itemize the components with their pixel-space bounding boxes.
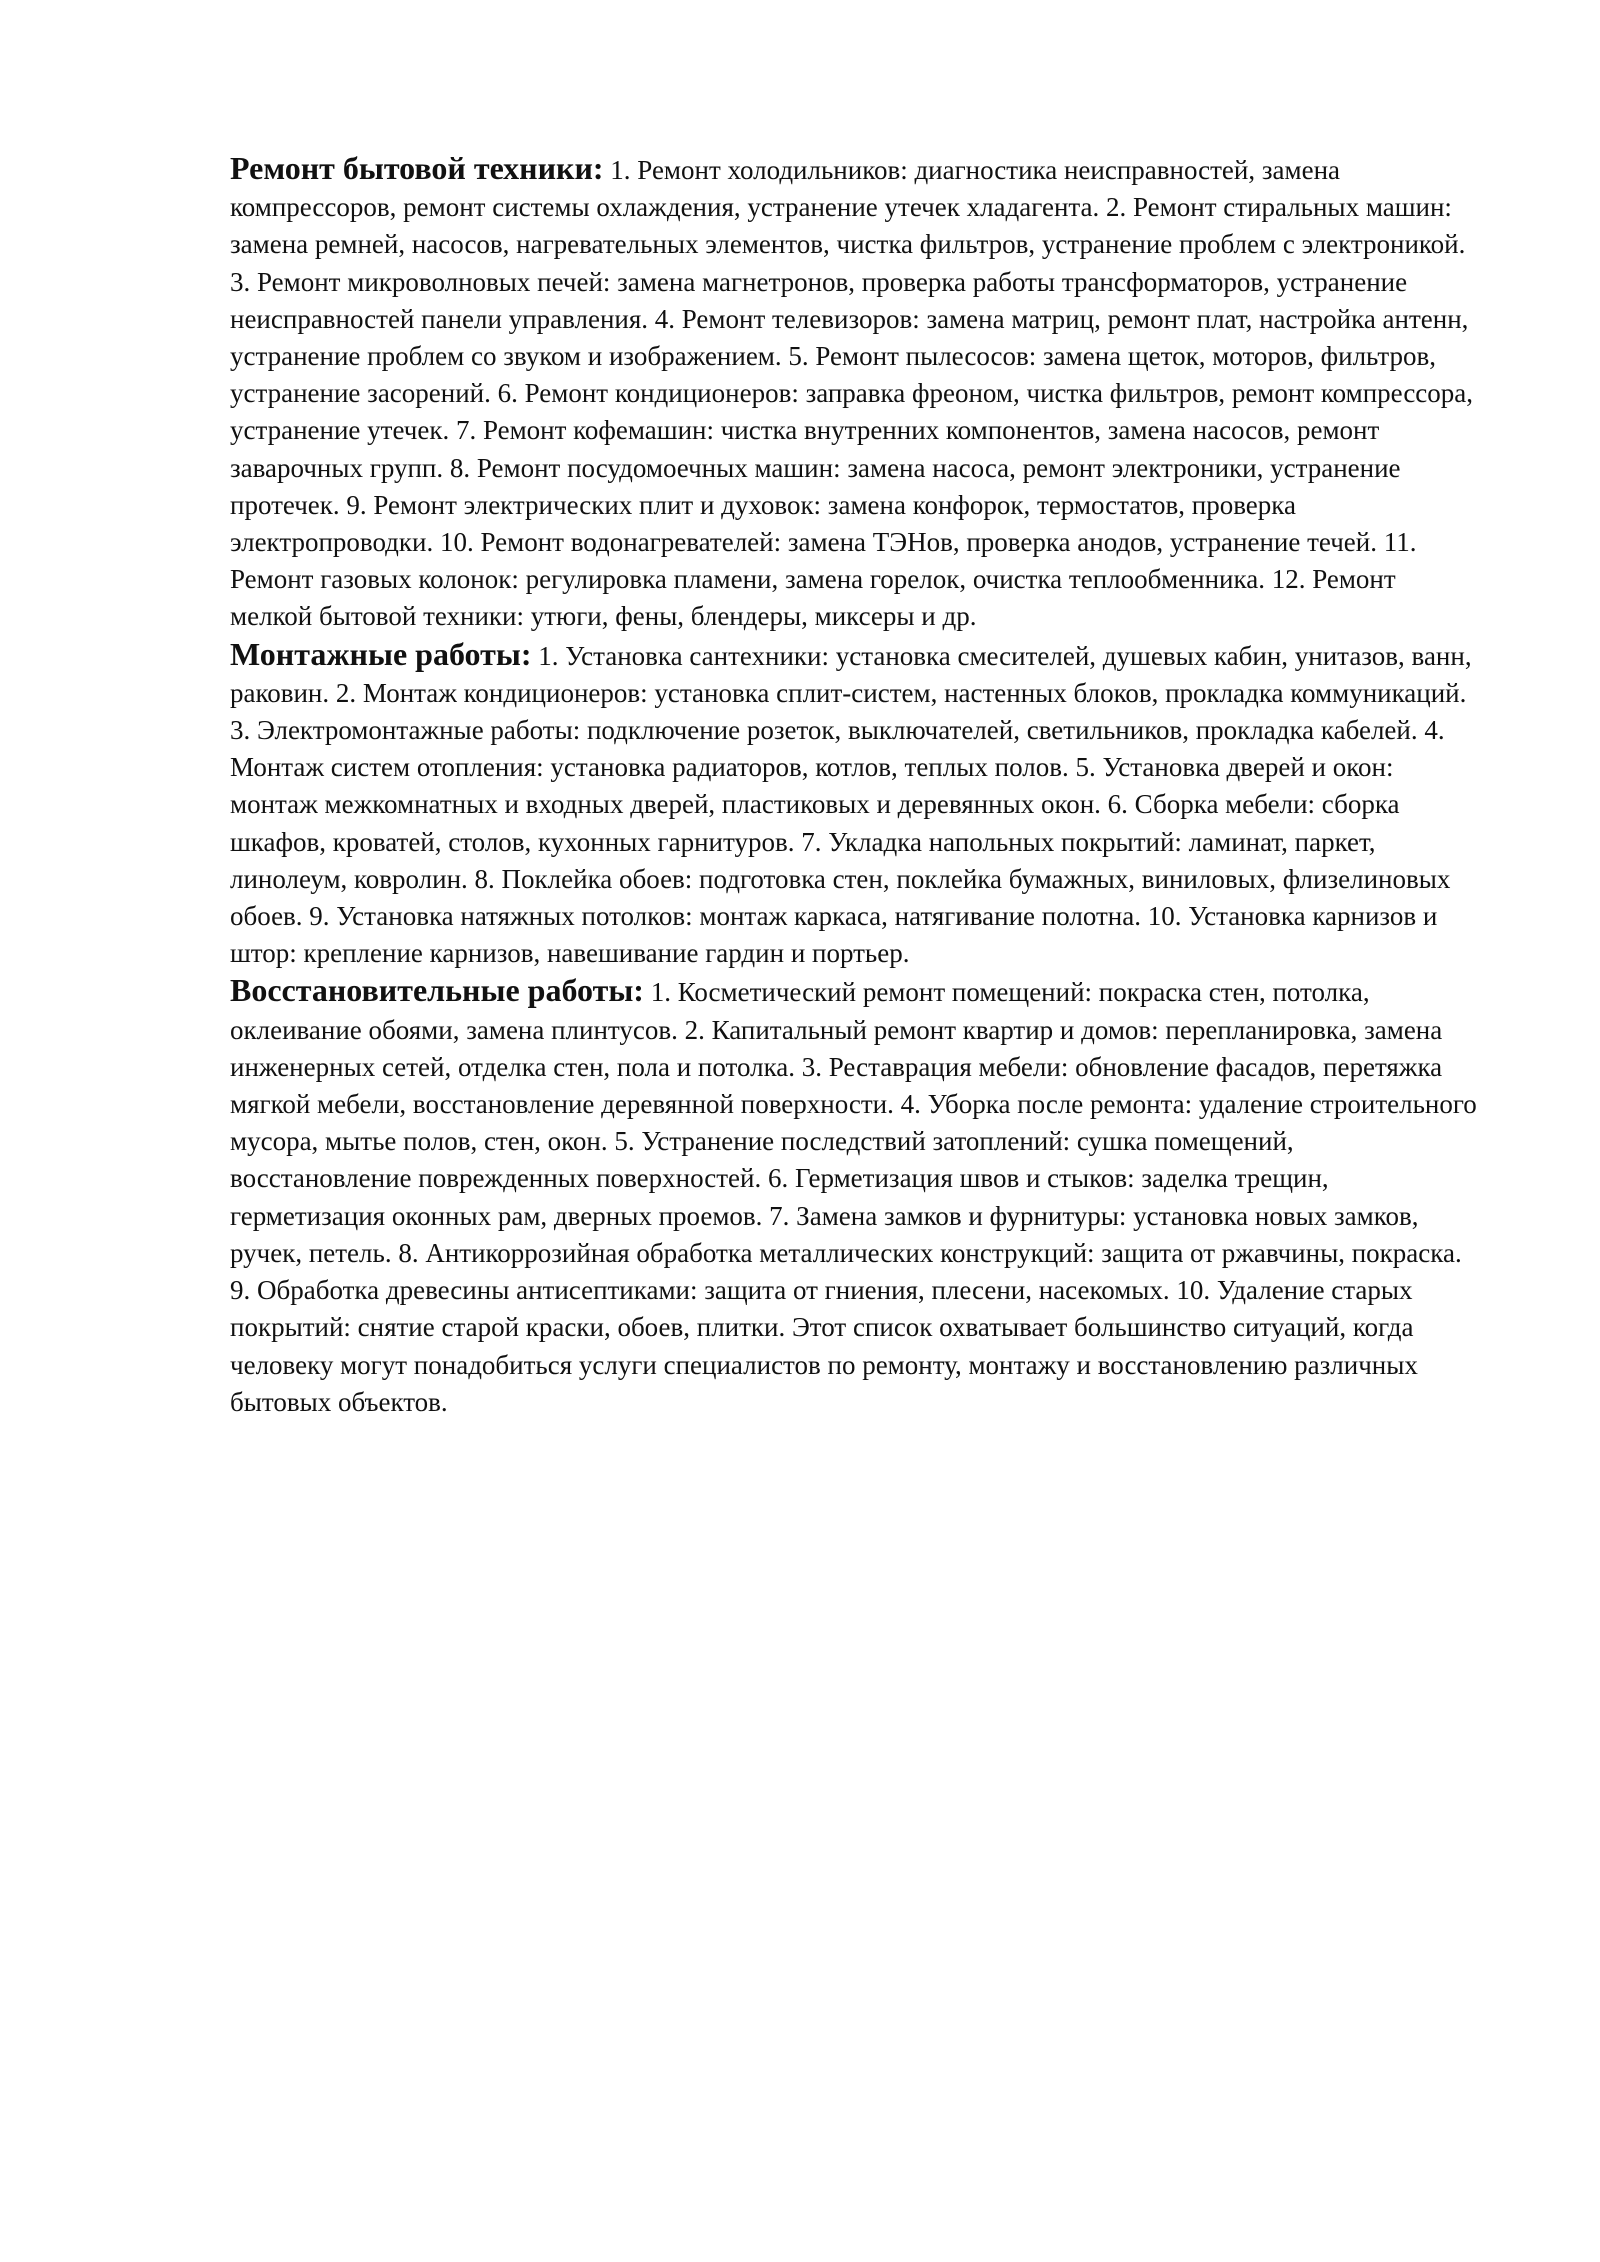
section-appliance-repair [230,150,1480,636]
section-text: 1. Косметический ремонт помещений: покраска стен, потолка, оклеивание обоями, замена плинтусов. 2. Капитальный ремонт квартир и домов: перепланировка, замена инженерных сетей, отделка стен, пола и потолка. 3. Реставрация мебели: обновление фасадов, перетяжка мягкой мебели, восстановление деревянной поверхности. 4. Уборка после ремонта: удаление строительного мусора, мытье полов, стен, окон. 5. Устранение последствий затоплений: сушка помещений, восстановление поврежденных поверхностей. 6. Герметизация швов и стыков: заделка трещин, герметизация оконных рам, дверных проемов. 7. Замена замков и фурнитуры: установка новых замков, ручек, петель. 8. Антикоррозийная обработка металлических конструкций: защита от ржавчины, покраска. 9. Обработка древесины антисептиками: защита от гниения, плесени, насекомых. 10. Удаление старых покрытий: снятие старой краски, обоев, плитки. Этот список охватывает большинство ситуаций, когда человеку могут понадобиться услуги специалистов по ремонту, монтажу и восстановлению различных бытовых объектов. [230,977,1477,1417]
document-body [230,150,1480,1421]
section-text: 1. Ремонт холодильников: диагностика неисправностей, замена компрессоров, ремонт системы охлаждения, устранение утечек хладагента. 2. Ремонт стиральных машин: замена ремней, насосов, нагревательных элементов, чистка фильтров, устранение проблем с электроникой. 3. Ремонт микроволновых печей: замена магнетронов, проверка работы трансформаторов, устранение неисправностей панели управления. 4. Ремонт телевизоров: замена матриц, ремонт плат, настройка антенн, устранение проблем со звуком и изображением. 5. Ремонт пылесосов: замена щеток, моторов, фильтров, устранение засорений. 6. Ремонт кондиционеров: заправка фреоном, чистка фильтров, ремонт компрессора, устранение утечек. 7. Ремонт кофемашин: чистка внутренних компонентов, замена насосов, ремонт заварочных групп. 8. Ремонт посудомоечных машин: замена насоса, ремонт электроники, устранение протечек. 9. Ремонт электрических плит и духовок: замена конфорок, термостатов, проверка электропроводки. 10. Ремонт водонагревателей: замена ТЭНов, проверка анодов, устранение течей. 11. Ремонт газовых колонок: регулировка пламени, замена горелок, очистка теплообменника. 12. Ремонт мелкой бытовой техники: утюги, фены, блендеры, миксеры и др. [230,155,1474,632]
section-heading: Восстановительные работы: [230,972,644,1009]
section-installation-works [230,636,1480,973]
section-text: 1. Установка сантехники: установка смесителей, душевых кабин, унитазов, ванн, раковин. 2. Монтаж кондиционеров: установка сплит-систем, настенных блоков, прокладка коммуникаций. 3. Электромонтажные работы: подключение розеток, выключателей, светильников, прокладка кабелей. 4. Монтаж систем отопления: установка радиаторов, котлов, теплых полов. 5. Установка дверей и окон: монтаж межкомнатных и входных дверей, пластиковых и деревянных окон. 6. Сборка мебели: сборка шкафов, кроватей, столов, кухонных гарнитуров. 7. Укладка напольных покрытий: ламинат, паркет, линолеум, ковролин. 8. Поклейка обоев: подготовка стен, поклейка бумажных, виниловых, флизелиновых обоев. 9. Установка натяжных потолков: монтаж каркаса, натягивание полотна. 10. Установка карнизов и штор: крепление карнизов, навешивание гардин и портьер. [230,640,1472,969]
section-heading: Ремонт бытовой техники: [230,150,604,186]
section-restoration-works [230,972,1480,1420]
section-heading: Монтажные работы: [230,635,532,672]
